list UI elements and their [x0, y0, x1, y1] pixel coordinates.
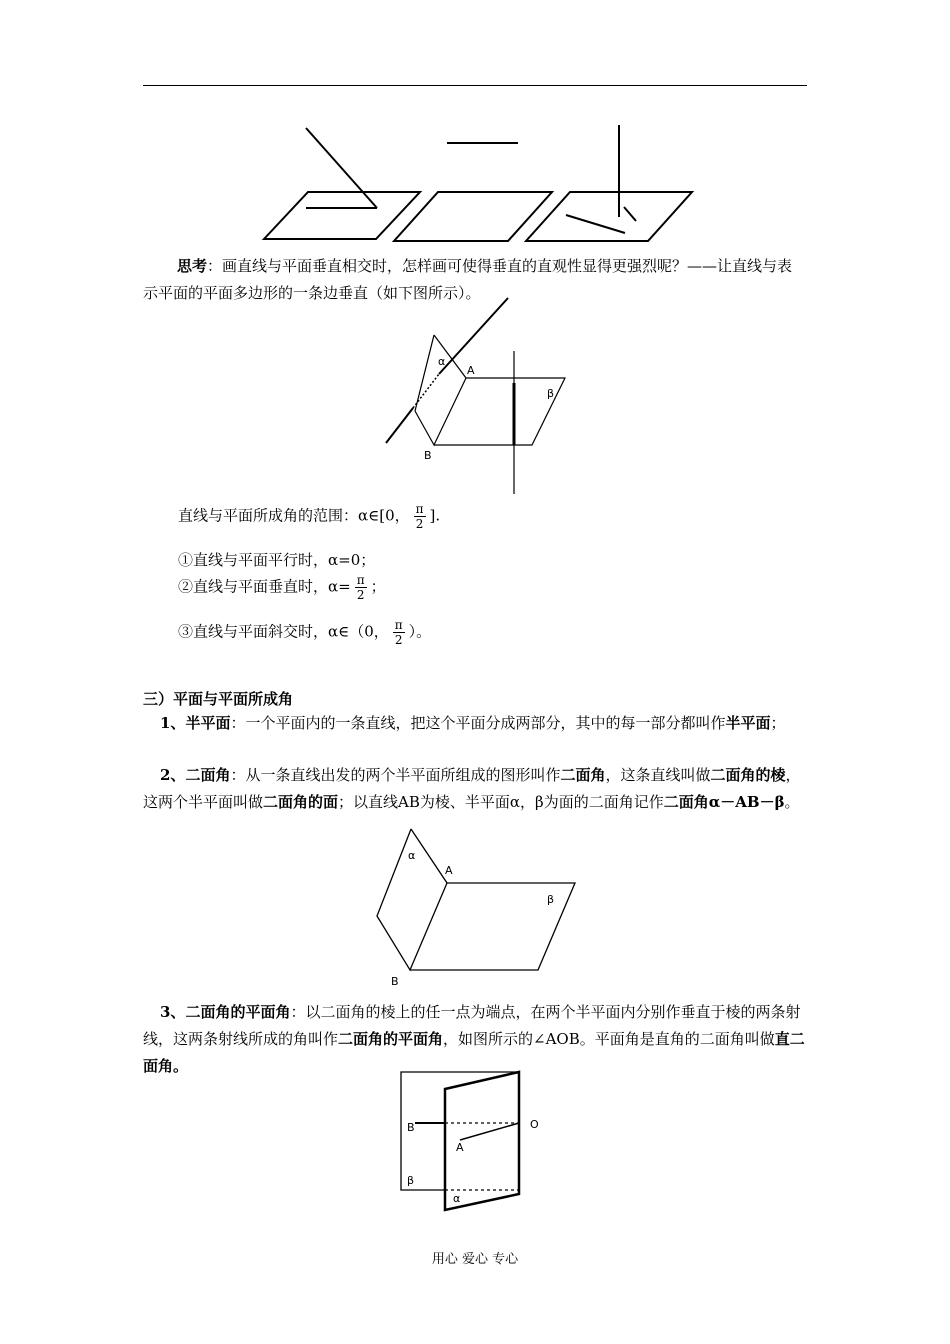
- plane-angle-definition: 3、二面角的平面角：以二面角的棱上的任一点为端点，在两个半平面内分别作垂直于棱的两条射线，这两条射线所成的角叫作二面角的平面角，如图所示的∠AOB。平面角是直角的二面角叫做直二面角。: [143, 1003, 805, 1075]
- fig2-beta-label: β: [547, 387, 555, 400]
- fig3-alpha-label: α: [408, 849, 416, 862]
- fig3-beta-label: β: [547, 893, 555, 906]
- fig4-o-label: O: [530, 1118, 539, 1131]
- fig3-a-label: A: [445, 864, 453, 877]
- range-suffix: ].: [429, 506, 441, 525]
- range-prefix: 直线与平面所成角的范围：α∈[0，: [178, 506, 410, 525]
- think-text: ：画直线与平面垂直相交时，怎样画可使得垂直的直观性显得更强烈呢？——让直线与表示平面的平面多边形的一条边垂直（如下图所示）。: [143, 257, 793, 302]
- figure-perpendicular-line-dihedral: [380, 295, 575, 500]
- page-footer: 用心 爱心 专心: [431, 1252, 519, 1267]
- fig4-beta-label: β: [407, 1174, 415, 1187]
- pi-over-2-fraction: $\frac{\pi}{2}$: [356, 573, 365, 602]
- fig3-b-label: B: [391, 975, 399, 988]
- half-plane-definition: 1、半平面：一个平面内的一条直线，把这个平面分成两部分，其中的每一部分都叫作半平面；: [160, 714, 786, 732]
- fig2-b-label: B: [424, 449, 432, 462]
- angle-range-line: [178, 502, 440, 531]
- dihedral-angle-definition: 2、二面角：从一条直线出发的两个半平面所组成的图形叫作二面角，这条直线叫做二面角的棱，这两个半平面叫做二面角的面；以直线AB为棱、半平面α，β为面的二面角记作二面角α－AB－β。: [143, 766, 801, 811]
- figure-dihedral-angle: [370, 825, 585, 990]
- case-perpendicular: ②直线与平面垂直时，α= $\frac{\pi}{2}$ ；: [178, 573, 386, 602]
- fig4-alpha-label: α: [453, 1192, 461, 1205]
- fig4-a-label: A: [456, 1141, 464, 1154]
- header-rule: [143, 85, 807, 86]
- figure-plane-angle-aob: [395, 1065, 555, 1215]
- case-parallel: ①直线与平面平行时，α=0；: [178, 551, 376, 569]
- case-oblique: ③直线与平面斜交时，α∈（0， $\frac{\pi}{2}$ ）。: [178, 618, 432, 647]
- section-3-title: 三）平面与平面所成角: [143, 690, 294, 708]
- figure-line-plane-positions: [260, 120, 700, 245]
- think-label: 思考: [177, 257, 208, 275]
- fig2-a-label: A: [467, 364, 475, 377]
- fig2-alpha-label: α: [438, 355, 446, 368]
- pi-over-2-fraction: $\frac{\pi}{2}$: [415, 502, 424, 531]
- pi-over-2-fraction: $\frac{\pi}{2}$: [394, 618, 403, 647]
- fig4-b-label: B: [407, 1121, 415, 1134]
